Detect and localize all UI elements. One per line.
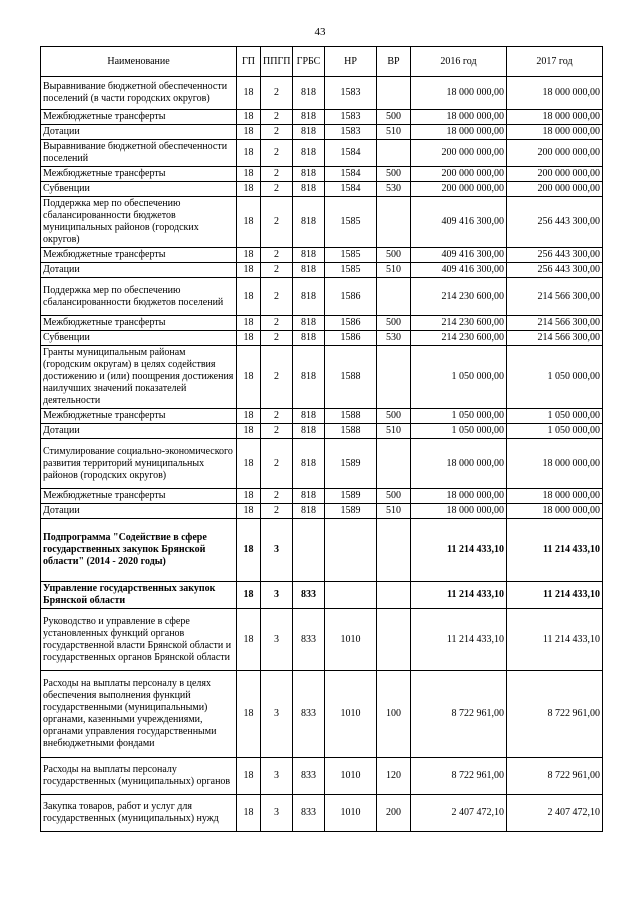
- cell-vr: 530: [377, 331, 411, 346]
- cell-name: Дотации: [41, 504, 237, 519]
- cell-gp: 18: [237, 316, 261, 331]
- table-row: [41, 519, 603, 582]
- cell-grbs: 833: [293, 609, 325, 671]
- cell-vr: 500: [377, 248, 411, 263]
- cell-2017: 1 050 000,00: [507, 409, 603, 424]
- cell-2017: 256 443 300,00: [507, 197, 603, 248]
- cell-nr: 1010: [325, 609, 377, 671]
- cell-ppgp: 2: [261, 489, 293, 504]
- cell-2017: 8 722 961,00: [507, 671, 603, 758]
- cell-nr: 1584: [325, 182, 377, 197]
- cell-grbs: 818: [293, 278, 325, 316]
- cell-nr: 1010: [325, 671, 377, 758]
- cell-nr: [325, 519, 377, 582]
- cell-ppgp: 2: [261, 140, 293, 167]
- cell-2017: 18 000 000,00: [507, 489, 603, 504]
- header-nr: НР: [325, 47, 377, 77]
- table-row: [41, 489, 603, 504]
- cell-name: Поддержка мер по обеспечению сбалансированности бюджетов муниципальных районов (городских округов): [41, 197, 237, 248]
- cell-ppgp: 2: [261, 197, 293, 248]
- cell-2016: 409 416 300,00: [411, 263, 507, 278]
- cell-vr: [377, 140, 411, 167]
- cell-2017: 8 722 961,00: [507, 758, 603, 795]
- cell-gp: 18: [237, 346, 261, 409]
- cell-grbs: 818: [293, 504, 325, 519]
- cell-ppgp: 2: [261, 504, 293, 519]
- cell-grbs: 818: [293, 263, 325, 278]
- cell-name: Субвенции: [41, 331, 237, 346]
- cell-2016: 11 214 433,10: [411, 609, 507, 671]
- cell-name: Межбюджетные трансферты: [41, 110, 237, 125]
- cell-gp: 18: [237, 331, 261, 346]
- cell-2016: 200 000 000,00: [411, 167, 507, 182]
- cell-ppgp: 2: [261, 263, 293, 278]
- cell-2017: 11 214 433,10: [507, 582, 603, 609]
- cell-grbs: 818: [293, 331, 325, 346]
- table-row: [41, 278, 603, 316]
- cell-nr: 1583: [325, 77, 377, 110]
- cell-grbs: 818: [293, 140, 325, 167]
- cell-grbs: 818: [293, 316, 325, 331]
- cell-vr: 510: [377, 263, 411, 278]
- cell-nr: 1010: [325, 795, 377, 832]
- cell-vr: [377, 582, 411, 609]
- cell-vr: [377, 519, 411, 582]
- cell-nr: 1584: [325, 167, 377, 182]
- cell-gp: 18: [237, 582, 261, 609]
- table-row: [41, 331, 603, 346]
- cell-nr: 1586: [325, 278, 377, 316]
- header-2017: 2017 год: [507, 47, 603, 77]
- cell-nr: 1589: [325, 439, 377, 489]
- cell-vr: 510: [377, 504, 411, 519]
- cell-grbs: 818: [293, 182, 325, 197]
- cell-ppgp: 3: [261, 519, 293, 582]
- cell-ppgp: 3: [261, 795, 293, 832]
- cell-2017: 11 214 433,10: [507, 519, 603, 582]
- cell-2017: 1 050 000,00: [507, 424, 603, 439]
- table-row: [41, 140, 603, 167]
- cell-vr: 100: [377, 671, 411, 758]
- cell-grbs: 833: [293, 582, 325, 609]
- cell-name: Межбюджетные трансферты: [41, 316, 237, 331]
- table-row: [41, 609, 603, 671]
- cell-2017: 18 000 000,00: [507, 125, 603, 140]
- table-row: [41, 182, 603, 197]
- cell-name: Межбюджетные трансферты: [41, 409, 237, 424]
- cell-nr: 1010: [325, 758, 377, 795]
- cell-2017: 256 443 300,00: [507, 248, 603, 263]
- cell-nr: 1583: [325, 110, 377, 125]
- cell-vr: 500: [377, 167, 411, 182]
- cell-2017: 200 000 000,00: [507, 182, 603, 197]
- cell-name: Дотации: [41, 424, 237, 439]
- cell-grbs: 818: [293, 167, 325, 182]
- cell-vr: [377, 278, 411, 316]
- cell-2017: 214 566 300,00: [507, 278, 603, 316]
- cell-nr: 1585: [325, 248, 377, 263]
- cell-name: Руководство и управление в сфере установленных функций органов государственной власти Брянской области и государственных органов Брянской области: [41, 609, 237, 671]
- cell-2016: 1 050 000,00: [411, 346, 507, 409]
- header-name: Наименование: [41, 47, 237, 77]
- page-number: 43: [314, 26, 326, 38]
- cell-grbs: 818: [293, 110, 325, 125]
- table-row: [41, 409, 603, 424]
- cell-2016: 11 214 433,10: [411, 582, 507, 609]
- cell-ppgp: 2: [261, 182, 293, 197]
- cell-name: Управление государственных закупок Брянской области: [41, 582, 237, 609]
- cell-ppgp: 2: [261, 248, 293, 263]
- cell-nr: 1589: [325, 504, 377, 519]
- cell-nr: 1588: [325, 346, 377, 409]
- cell-2017: 18 000 000,00: [507, 110, 603, 125]
- cell-ppgp: 3: [261, 758, 293, 795]
- cell-vr: [377, 439, 411, 489]
- cell-2017: 2 407 472,10: [507, 795, 603, 832]
- header-gp: ГП: [237, 47, 261, 77]
- cell-nr: 1585: [325, 263, 377, 278]
- table-row: [41, 582, 603, 609]
- table-row: [41, 248, 603, 263]
- cell-grbs: 818: [293, 346, 325, 409]
- cell-name: Закупка товаров, работ и услуг для государственных (муниципальных) нужд: [41, 795, 237, 832]
- cell-gp: 18: [237, 197, 261, 248]
- cell-nr: 1586: [325, 316, 377, 331]
- table-row: [41, 758, 603, 795]
- table-row: [41, 671, 603, 758]
- cell-name: Стимулирование социально-экономического развития территорий муниципальных районов (городских округов): [41, 439, 237, 489]
- cell-name: Выравнивание бюджетной обеспеченности поселений (в части городских округов): [41, 77, 237, 110]
- table-row: [41, 263, 603, 278]
- cell-ppgp: 2: [261, 110, 293, 125]
- cell-ppgp: 2: [261, 409, 293, 424]
- cell-gp: 18: [237, 182, 261, 197]
- cell-nr: 1589: [325, 489, 377, 504]
- cell-vr: 510: [377, 125, 411, 140]
- table-row: [41, 77, 603, 110]
- cell-2016: 18 000 000,00: [411, 77, 507, 110]
- cell-ppgp: 2: [261, 331, 293, 346]
- cell-2016: 214 230 600,00: [411, 331, 507, 346]
- cell-vr: 500: [377, 489, 411, 504]
- cell-nr: 1586: [325, 331, 377, 346]
- cell-nr: 1588: [325, 409, 377, 424]
- cell-2016: 200 000 000,00: [411, 182, 507, 197]
- cell-grbs: 833: [293, 671, 325, 758]
- cell-2016: 18 000 000,00: [411, 489, 507, 504]
- table-row: [41, 167, 603, 182]
- cell-vr: [377, 77, 411, 110]
- cell-vr: [377, 346, 411, 409]
- cell-2016: 18 000 000,00: [411, 125, 507, 140]
- table-row: [41, 439, 603, 489]
- cell-gp: 18: [237, 489, 261, 504]
- cell-2017: 200 000 000,00: [507, 167, 603, 182]
- cell-vr: 530: [377, 182, 411, 197]
- budget-table: [40, 46, 603, 832]
- cell-ppgp: 2: [261, 316, 293, 331]
- cell-2017: 1 050 000,00: [507, 346, 603, 409]
- cell-nr: 1585: [325, 197, 377, 248]
- cell-nr: 1583: [325, 125, 377, 140]
- cell-vr: [377, 197, 411, 248]
- cell-2017: 200 000 000,00: [507, 140, 603, 167]
- header-vr: ВР: [377, 47, 411, 77]
- table-row: [41, 504, 603, 519]
- header-2016: 2016 год: [411, 47, 507, 77]
- cell-grbs: 818: [293, 489, 325, 504]
- cell-2017: 18 000 000,00: [507, 77, 603, 110]
- cell-grbs: 818: [293, 125, 325, 140]
- cell-vr: 500: [377, 110, 411, 125]
- cell-gp: 18: [237, 519, 261, 582]
- header-grbs: ГРБС: [293, 47, 325, 77]
- cell-2016: 1 050 000,00: [411, 409, 507, 424]
- cell-ppgp: 2: [261, 125, 293, 140]
- cell-nr: 1588: [325, 424, 377, 439]
- cell-gp: 18: [237, 795, 261, 832]
- cell-2017: 18 000 000,00: [507, 504, 603, 519]
- cell-2017: 11 214 433,10: [507, 609, 603, 671]
- cell-grbs: 818: [293, 197, 325, 248]
- cell-2017: 214 566 300,00: [507, 331, 603, 346]
- cell-gp: 18: [237, 671, 261, 758]
- cell-ppgp: 3: [261, 671, 293, 758]
- cell-gp: 18: [237, 439, 261, 489]
- cell-2016: 18 000 000,00: [411, 439, 507, 489]
- cell-gp: 18: [237, 167, 261, 182]
- cell-grbs: 833: [293, 795, 325, 832]
- cell-grbs: 818: [293, 248, 325, 263]
- cell-name: Поддержка мер по обеспечению сбалансированности бюджетов поселений: [41, 278, 237, 316]
- cell-2016: 18 000 000,00: [411, 504, 507, 519]
- cell-grbs: 818: [293, 77, 325, 110]
- cell-grbs: 818: [293, 439, 325, 489]
- cell-2016: 8 722 961,00: [411, 758, 507, 795]
- table-row: [41, 795, 603, 832]
- cell-vr: [377, 609, 411, 671]
- cell-gp: 18: [237, 409, 261, 424]
- cell-gp: 18: [237, 140, 261, 167]
- table-row: [41, 110, 603, 125]
- cell-nr: 1584: [325, 140, 377, 167]
- cell-gp: 18: [237, 278, 261, 316]
- cell-ppgp: 2: [261, 278, 293, 316]
- cell-grbs: 818: [293, 424, 325, 439]
- table-row: [41, 346, 603, 409]
- cell-2016: 214 230 600,00: [411, 316, 507, 331]
- cell-ppgp: 3: [261, 609, 293, 671]
- cell-gp: 18: [237, 504, 261, 519]
- cell-2017: 18 000 000,00: [507, 439, 603, 489]
- cell-ppgp: 2: [261, 439, 293, 489]
- cell-ppgp: 3: [261, 582, 293, 609]
- cell-name: Подпрограмма "Содействие в сфере государственных закупок Брянской области" (2014 - 2020 годы): [41, 519, 237, 582]
- table-header-row: [41, 47, 603, 77]
- cell-vr: 200: [377, 795, 411, 832]
- cell-vr: 500: [377, 409, 411, 424]
- cell-gp: 18: [237, 77, 261, 110]
- cell-gp: 18: [237, 263, 261, 278]
- cell-gp: 18: [237, 125, 261, 140]
- cell-2016: 8 722 961,00: [411, 671, 507, 758]
- cell-name: Расходы на выплаты персоналу государственных (муниципальных) органов: [41, 758, 237, 795]
- cell-vr: 120: [377, 758, 411, 795]
- cell-2016: 409 416 300,00: [411, 197, 507, 248]
- cell-ppgp: 2: [261, 167, 293, 182]
- cell-2016: 18 000 000,00: [411, 110, 507, 125]
- cell-2016: 11 214 433,10: [411, 519, 507, 582]
- cell-name: Дотации: [41, 263, 237, 278]
- cell-name: Субвенции: [41, 182, 237, 197]
- cell-2016: 214 230 600,00: [411, 278, 507, 316]
- cell-ppgp: 2: [261, 77, 293, 110]
- cell-gp: 18: [237, 758, 261, 795]
- table-row: [41, 125, 603, 140]
- table-row: [41, 424, 603, 439]
- cell-2017: 214 566 300,00: [507, 316, 603, 331]
- cell-gp: 18: [237, 110, 261, 125]
- table-row: [41, 316, 603, 331]
- cell-name: Расходы на выплаты персоналу в целях обеспечения выполнения функций государственными (муниципальными) органами, казенными учреждениями, органами управления государственными внебюджетными фондами: [41, 671, 237, 758]
- cell-2016: 200 000 000,00: [411, 140, 507, 167]
- cell-name: Межбюджетные трансферты: [41, 489, 237, 504]
- cell-vr: 500: [377, 316, 411, 331]
- cell-grbs: 833: [293, 758, 325, 795]
- cell-ppgp: 2: [261, 346, 293, 409]
- cell-vr: 510: [377, 424, 411, 439]
- cell-name: Дотации: [41, 125, 237, 140]
- cell-name: Межбюджетные трансферты: [41, 248, 237, 263]
- cell-nr: [325, 582, 377, 609]
- cell-gp: 18: [237, 248, 261, 263]
- cell-grbs: 818: [293, 409, 325, 424]
- cell-2016: 409 416 300,00: [411, 248, 507, 263]
- cell-gp: 18: [237, 424, 261, 439]
- cell-ppgp: 2: [261, 424, 293, 439]
- cell-grbs: [293, 519, 325, 582]
- cell-2016: 2 407 472,10: [411, 795, 507, 832]
- cell-name: Межбюджетные трансферты: [41, 167, 237, 182]
- table-row: [41, 197, 603, 248]
- cell-2016: 1 050 000,00: [411, 424, 507, 439]
- cell-gp: 18: [237, 609, 261, 671]
- cell-2017: 256 443 300,00: [507, 263, 603, 278]
- cell-name: Выравнивание бюджетной обеспеченности поселений: [41, 140, 237, 167]
- cell-name: Гранты муниципальным районам (городским округам) в целях содействия достижению и (или) поощрения достижения наилучших значений показателей деятельности: [41, 346, 237, 409]
- header-ppgp: ППГП: [261, 47, 293, 77]
